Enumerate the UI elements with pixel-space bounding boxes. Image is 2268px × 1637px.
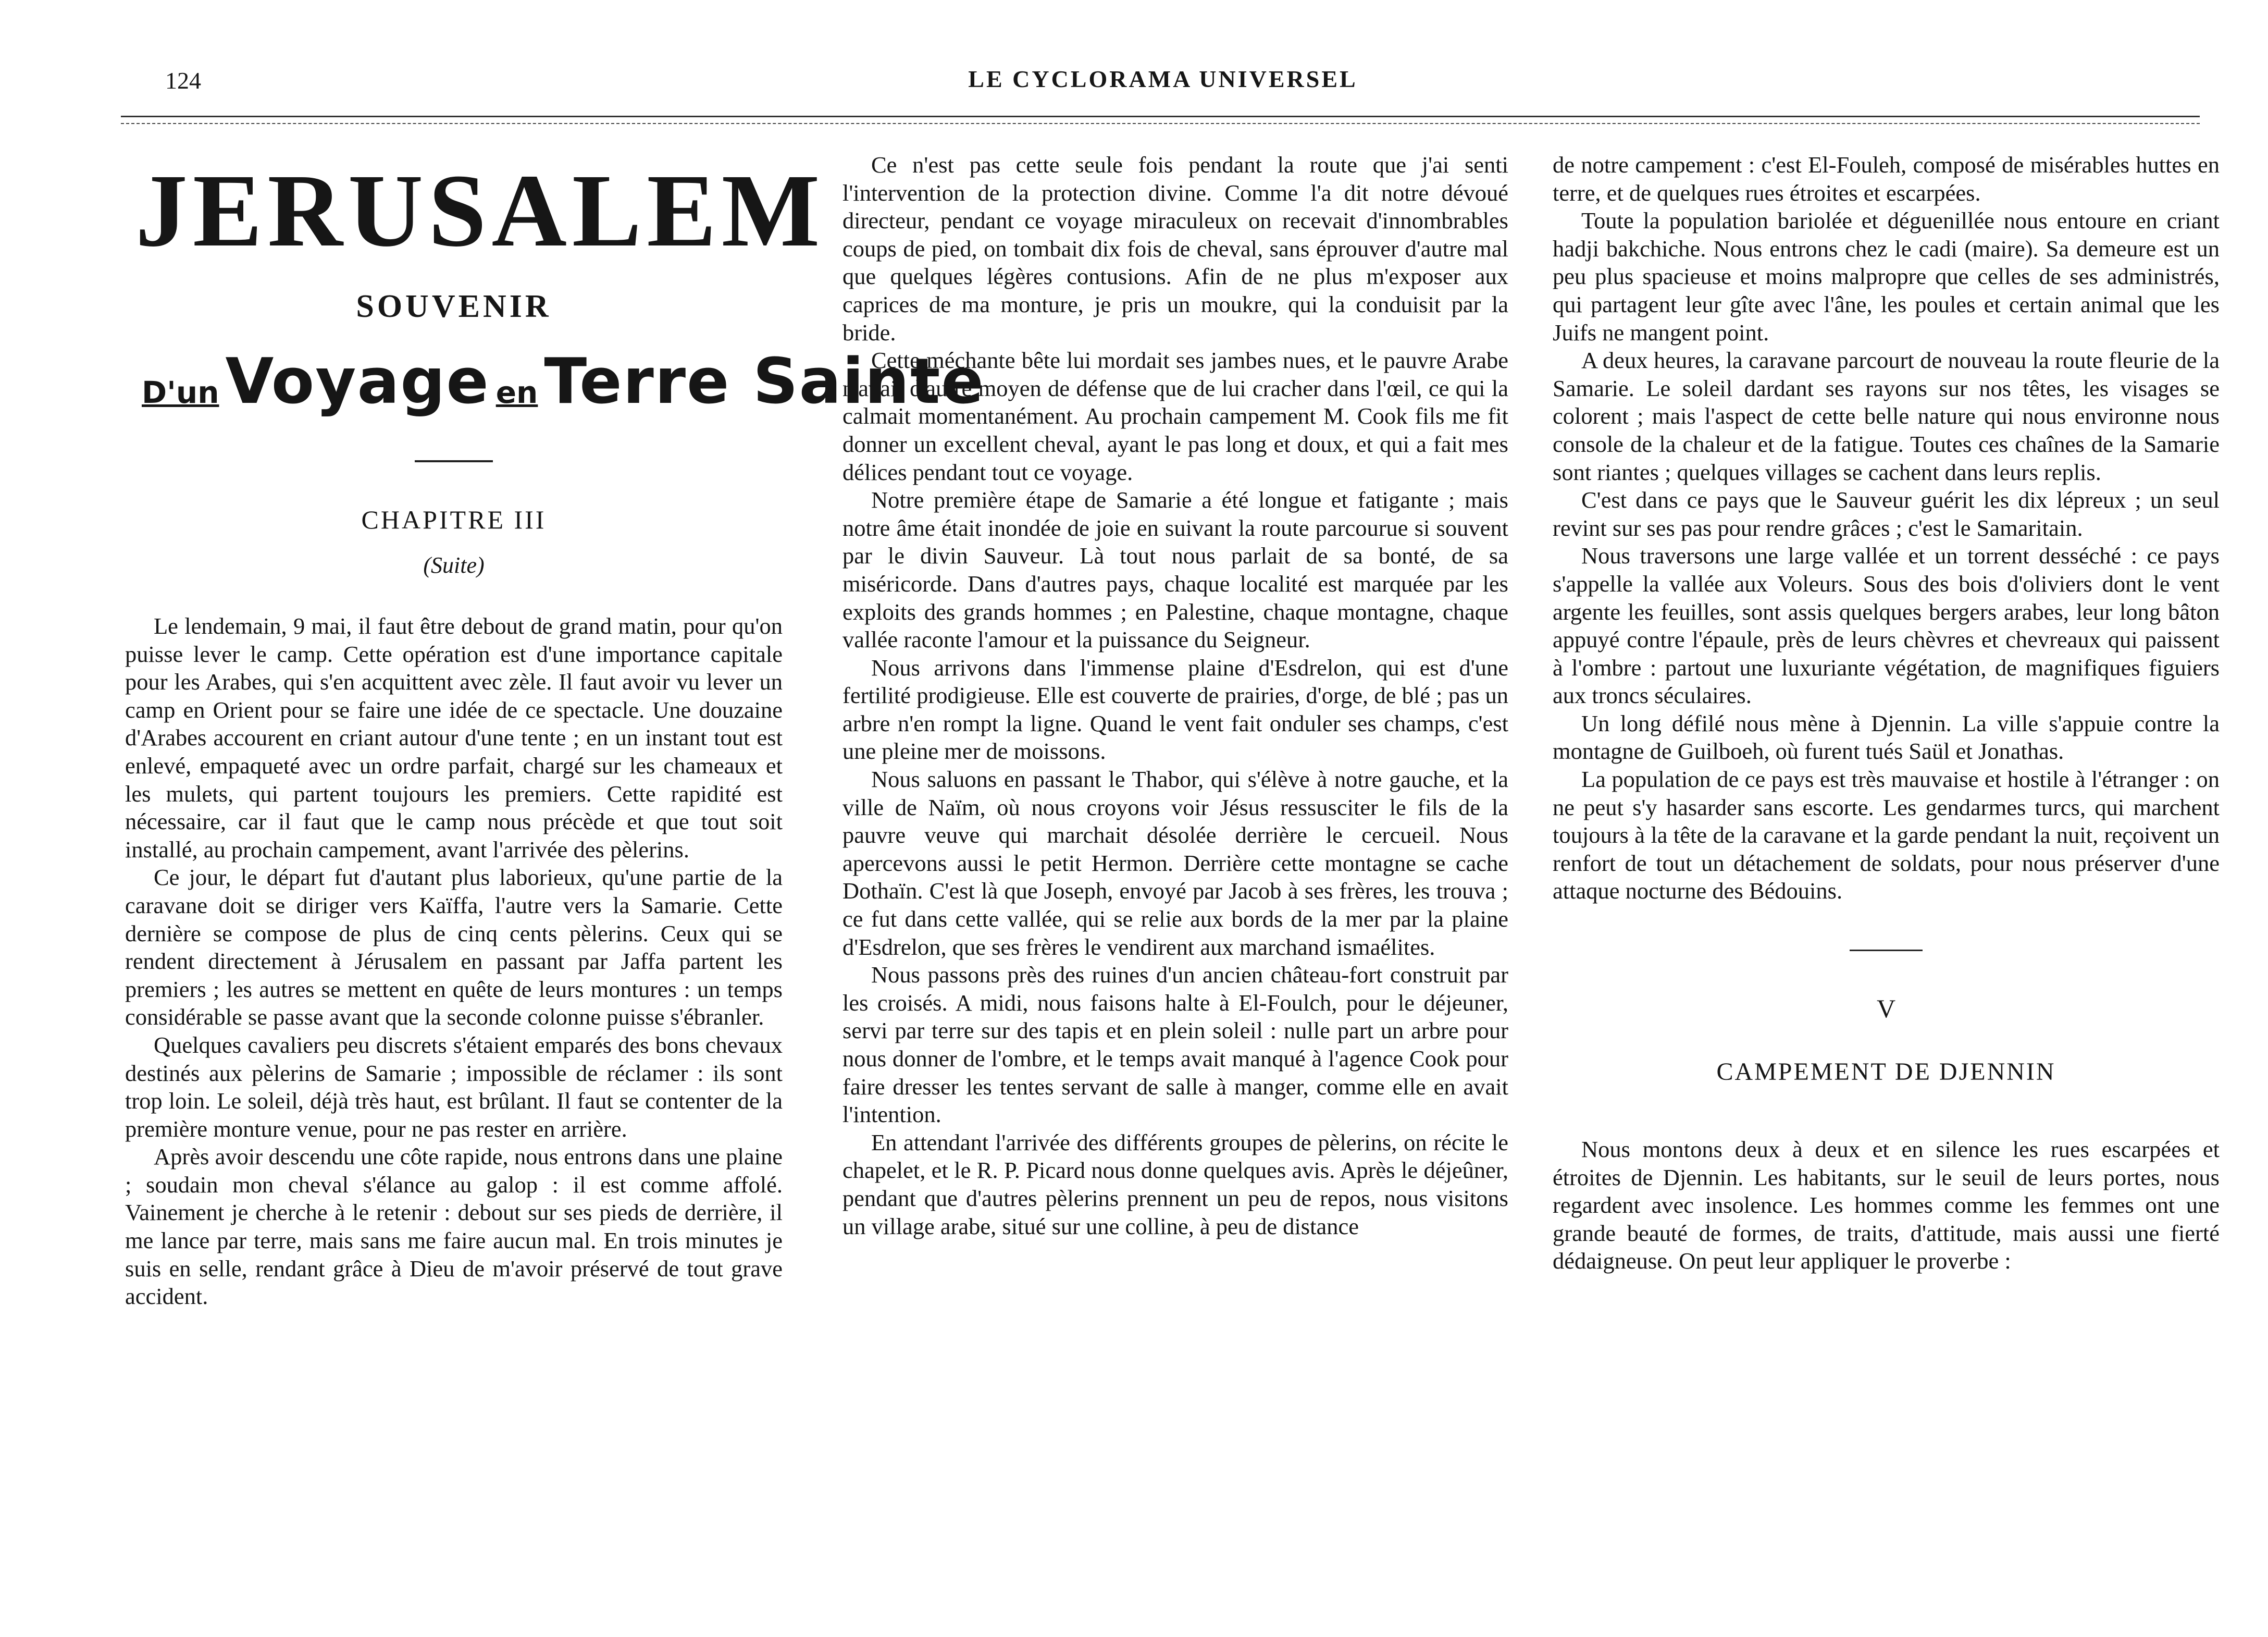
chapter-suite: (Suite)	[423, 552, 485, 578]
subtitle-voyage: Voyage	[225, 346, 490, 418]
paragraph: Ce n'est pas cette seule fois pendant la route que j'ai senti l'intervention de la protection divine. Comme l'a dit notre dévoué directeur, pendant ce voyage miraculeux on recevait d'innombrables coups de pied, on tombait dix fois de cheval, sans éprouver d'autre mal que quelques légères contusions. Afin de ne plus m'exposer aux caprices de ma monture, je pris un moukre, qui la conduisit par la bride.	[842, 152, 1508, 346]
section-number: V	[1876, 994, 1896, 1024]
paragraph: Un long défilé nous mène à Djennin. La ville s'appuie contre la montagne de Guilboeh, où furent tués Saül et Jonathas.	[1553, 710, 2220, 765]
running-title: LE CYCLORAMA UNIVERSEL	[968, 66, 1358, 92]
column-1	[125, 149, 985, 1311]
subtitle-dun: D'un	[142, 375, 219, 410]
paragraph: A deux heures, la caravane parcourt de nouveau la route fleurie de la Samarie. Le soleil dardant ses rayons sur nos têtes, les visages se colorent ; mais l'aspect de cette belle nature qui nous environne nous console de la chaleur et de la fatigue. Toutes ces chaînes de la Samarie sont riantes ; quelques villages se cachent dans leurs replis.	[1553, 347, 2220, 485]
paragraph: Ce jour, le départ fut d'autant plus laborieux, qu'une partie de la caravane doit se diriger vers Kaïffa, l'autre vers la Samarie. Cette dernière se compose de plus de cinq cents pèlerins. Ceux qui se rendent directement à Jérusalem en passant par Jaffa partent les premiers ; les autres se mettent en quête de leurs montures : un temps considérable se passe avant que la seconde colonne puisse s'ébranler.	[125, 864, 783, 1030]
article-subtitle-2	[135, 346, 985, 429]
paragraph: Notre première étape de Samarie a été longue et fatigante ; mais notre âme était inondée de joie en suivant la route parcourue si souvent par le divin Sauveur. Là tout nous parlait de sa bonté, de sa miséricorde. Dans d'autres pays, chaque localité est marquée par les exploits des grands hommes ; en Palestine, chaque montagne, chaque vallée raconte l'amour et la puissance du Seigneur.	[842, 487, 1508, 653]
paragraph: Quelques cavaliers peu discrets s'étaient emparés des bons chevaux destinés aux pèlerins de Samarie ; impossible de réclamer : ils sont trop loin. Le soleil, déjà très haut, est brûlant. Il faut se contenter de la première monture venue, pour ne pas rester en arrière.	[125, 1031, 783, 1142]
paragraph: La population de ce pays est très mauvaise et hostile à l'étranger : on ne peut s'y hasarder sans escorte. Les gendarmes turcs, qui marchent toujours à la tête de la caravane et la garde pendant la nuit, reçoivent un renfort de tout un détachement de soldats, pour nous préserver d'une attaque nocturne des Bédouins.	[1553, 766, 2220, 904]
column-3	[1553, 151, 2220, 1275]
paragraph: Nous traversons une large vallée et un torrent desséché : ce pays s'appelle la vallée aux Voleurs. Sous des bois d'oliviers dont le vent argente les feuilles, sont assis quelques bergers arabes, leur long bâton appuyé contre l'épaule, près de leurs chèvres et chevreaux qui paissent à l'ombre : partout une luxuriante végétation, de magnifiques figuiers aux troncs séculaires.	[1553, 543, 2220, 709]
subtitle-terre-sainte: Terre Sainte	[544, 346, 985, 418]
header-rule	[121, 116, 2200, 117]
paragraph: de notre campement : c'est El-Fouleh, composé de misérables huttes en terre, et de quelques rues étroites et escarpées.	[1553, 152, 2220, 206]
paragraph: Le lendemain, 9 mai, il faut être debout de grand matin, pour qu'on puisse lever le camp. Cette opération est d'une importance capitale pour les Arabes, qui s'en acquittent avec zèle. Il faut avoir vu lever un camp en Orient pour se faire une idée de ce spectacle. Une douzaine d'Arabes accourent en criant autour d'une tente ; en un instant tout est enlevé, empaqueté avec un ordre parfait, chargé sur les chameaux et les mulets, qui partent toujours les premiers. Cette rapidité est nécessaire, car il faut que le camp nous précède et que tout soit installé, au prochain campement, avant l'arrivée des pèlerins.	[125, 613, 783, 863]
section-title: CAMPEMENT DE DJENNIN	[1716, 1058, 2056, 1086]
paragraph: Toute la population bariolée et déguenillée nous entoure en criant hadji bakchiche. Nous entrons chez le cadi (maire). Sa demeure est un peu plus spacieuse et moins malpropre que celles de ses administrés, qui partagent leur gîte avec l'âne, les poules et certain animal que les Juifs ne mangent point.	[1553, 207, 2220, 346]
paragraph: C'est dans ce pays que le Sauveur guérit les dix lépreux ; un seul revint sur ses pas pour rendre grâces ; c'est le Samaritain.	[1553, 487, 2220, 541]
paragraph: Nous arrivons dans l'immense plaine d'Esdrelon, qui est d'une fertilité prodigieuse. Elle est couverte de prairies, d'orge, de blé ; pas un arbre n'en rompt la ligne. Quand le vent fait onduler ses champs, c'est une pleine mer de moissons.	[842, 654, 1508, 765]
paragraph: En attendant l'arrivée des différents groupes de pèlerins, on récite le chapelet, et le R. P. Picard nous donne quelques avis. Après le déjeûner, pendant que d'autres pèlerins prennent un peu de repos, nous visitons un village arabe, situé sur une colline, à peu de distance	[842, 1129, 1508, 1239]
paragraph: Nous passons près des ruines d'un ancien château-fort construit par les croisés. A midi, nous faisons halte à El-Foulch, pour le déjeuner, servi par terre sur des tapis et en plein soleil : nulle part un arbre pour nous donner de l'ombre, et le temps avait manqué à l'agence Cook pour faire dresser les tentes servant de salle à manger, comme elle en avait l'intention.	[842, 962, 1508, 1128]
subtitle-en: en	[495, 375, 538, 410]
article-title: JERUSALEM	[135, 153, 825, 268]
chapter-heading: CHAPITRE III	[361, 505, 547, 534]
page-number: 124	[165, 67, 201, 94]
article-subtitle: SOUVENIR	[356, 289, 552, 324]
column-2	[842, 151, 1508, 1240]
paragraph: Nous saluons en passant le Thabor, qui s'élève à notre gauche, et la ville de Naïm, où nous croyons voir Jésus ressusciter le fils de la pauvre veuve qui marchait désolée derrière le cercueil. Nous apercevons aussi le petit Hermon. Derrière cette montagne se cache Dothaïn. C'est là que Joseph, envoyé par Jacob à ses frères, les trouva ; ce fut dans cette vallée, qui se relie aux bords de la mer par la plaine d'Esdrelon, que ses frères le vendirent aux marchand ismaélites.	[842, 766, 1508, 960]
header-rule-dashed	[121, 123, 2200, 124]
section-divider	[1850, 950, 1923, 951]
paragraph: Après avoir descendu une côte rapide, nous entrons dans une plaine ; soudain mon cheval s'élance au galop : il est comme affolé. Vainement je cherche à le retenir : debout sur ses pieds de derrière, il me lance par terre, mais sans me faire aucun mal. En trois minutes je suis en selle, rendant grâce à Dieu de m'avoir préservé de tout grave accident.	[125, 1143, 783, 1310]
page-header	[121, 63, 2205, 104]
paragraph: Cette méchante bête lui mordait ses jambes nues, et le pauvre Arabe n'avait d'autre moyen de défense que de lui cracher dans l'œil, ce qui la calmait momentanément. Au prochain campement M. Cook fils me fit donner un excellent cheval, ayant le pas long et doux, et qui a fait mes délices pendant tout ce voyage.	[842, 347, 1508, 485]
title-divider	[415, 460, 493, 462]
paragraph: Nous montons deux à deux et en silence les rues escarpées et étroites de Djennin. Les habitants, sur le seuil de leurs portes, nous regardent avec insolence. Les hommes comme les femmes ont une grande beauté de formes, de traits, d'attitude, mais aussi une fierté dédaigneuse. On peut leur appliquer le proverbe :	[1553, 1136, 2220, 1274]
